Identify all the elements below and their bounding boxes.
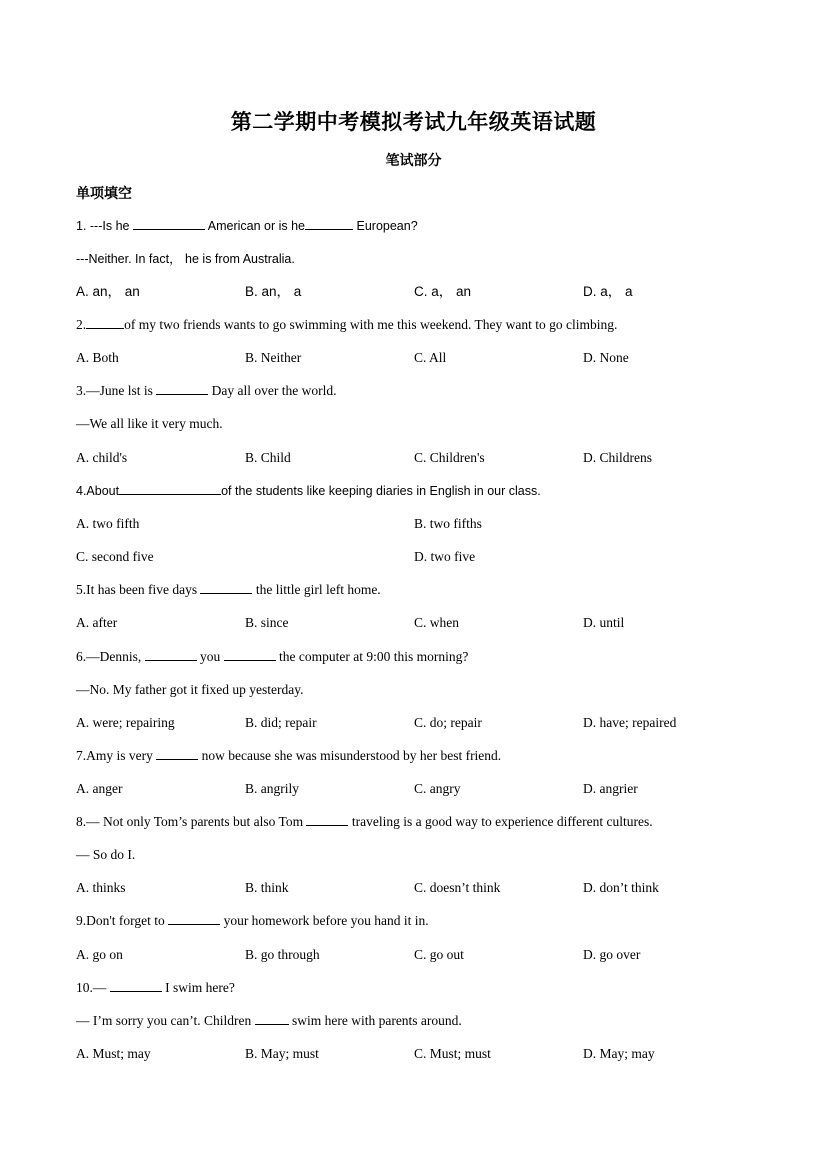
section-heading: 单项填空 bbox=[76, 186, 132, 202]
question-8-option-c[interactable]: C. doesn’t think bbox=[414, 880, 501, 895]
question-2-options bbox=[76, 349, 756, 367]
question-7-option-c[interactable]: C. angry bbox=[414, 781, 461, 796]
question-10-option-d[interactable]: D. May; may bbox=[583, 1046, 655, 1061]
question-9-option-b[interactable]: B. go through bbox=[245, 947, 320, 962]
question-5-option-c[interactable]: C. when bbox=[414, 615, 459, 630]
question-10-option-a[interactable]: A. Must; may bbox=[76, 1046, 151, 1061]
question-8-stem: 8.— Not only Tom’s parents but also Tom traveling is a good way to experience different cultures. bbox=[76, 814, 653, 829]
question-3-option-b[interactable]: B. Child bbox=[245, 450, 291, 465]
question-5-option-a[interactable]: A. after bbox=[76, 615, 118, 630]
question-2-stem: 2. of my two friends wants to go swimming with me this weekend. They want to go climbing. bbox=[76, 317, 618, 332]
question-5-options bbox=[76, 614, 756, 632]
question-2-option-c[interactable]: C. All bbox=[414, 350, 447, 365]
question-9-option-c[interactable]: C. go out bbox=[414, 947, 464, 962]
question-5-stem: 5.It has been five days the little girl left home. bbox=[76, 582, 381, 597]
question-7-option-a[interactable]: A. anger bbox=[76, 781, 123, 796]
question-1-option-d[interactable]: D. a， a bbox=[583, 284, 633, 299]
question-8-options bbox=[76, 879, 756, 897]
question-5-option-b[interactable]: B. since bbox=[245, 615, 289, 630]
question-8-option-a[interactable]: A. thinks bbox=[76, 880, 126, 895]
question-9-options bbox=[76, 946, 756, 964]
question-10-reply: — I’m sorry you can’t. Children swim here with parents around. bbox=[76, 1013, 462, 1028]
question-1-option-c[interactable]: C. a， an bbox=[414, 284, 472, 299]
question-7-option-d[interactable]: D. angrier bbox=[583, 781, 638, 796]
question-2-option-d[interactable]: D. None bbox=[583, 350, 629, 365]
question-8-option-b[interactable]: B. think bbox=[245, 880, 289, 895]
question-3-reply: —We all like it very much. bbox=[76, 416, 223, 431]
question-10-options bbox=[76, 1045, 756, 1063]
question-5-option-d[interactable]: D. until bbox=[583, 615, 625, 630]
question-4-options-row2 bbox=[76, 548, 756, 566]
question-10-stem: 10.— I swim here? bbox=[76, 980, 235, 995]
question-7-option-b[interactable]: B. angrily bbox=[245, 781, 299, 796]
question-4-option-a[interactable]: A. two fifth bbox=[76, 516, 140, 531]
question-7-stem: 7.Amy is very now because she was misunderstood by her best friend. bbox=[76, 748, 502, 763]
question-6-option-a[interactable]: A. were; repairing bbox=[76, 715, 175, 730]
question-3-options bbox=[76, 449, 756, 467]
question-1-stem: 1. ---Is he American or is he European? bbox=[76, 219, 418, 233]
question-9-option-d[interactable]: D. go over bbox=[583, 947, 641, 962]
question-1-option-b[interactable]: B. an， a bbox=[245, 284, 302, 299]
question-4-option-b[interactable]: B. two fifths bbox=[414, 516, 482, 531]
question-9-option-a[interactable]: A. go on bbox=[76, 947, 123, 962]
page-title: 第二学期中考模拟考试九年级英语试题 bbox=[230, 110, 597, 134]
question-8-option-d[interactable]: D. don’t think bbox=[583, 880, 659, 895]
question-2-option-b[interactable]: B. Neither bbox=[245, 350, 302, 365]
question-1-reply: ---Neither. In fact， he is from Australia. bbox=[76, 252, 295, 266]
question-4-option-d[interactable]: D. two five bbox=[414, 549, 476, 564]
question-2-option-a[interactable]: A. Both bbox=[76, 350, 119, 365]
question-6-options bbox=[76, 714, 756, 732]
question-6-option-b[interactable]: B. did; repair bbox=[245, 715, 317, 730]
question-1-options bbox=[76, 283, 756, 301]
question-10-option-c[interactable]: C. Must; must bbox=[414, 1046, 491, 1061]
question-3-option-c[interactable]: C. Children's bbox=[414, 450, 485, 465]
question-3-option-a[interactable]: A. child's bbox=[76, 450, 128, 465]
question-7-options bbox=[76, 780, 756, 798]
question-3-option-d[interactable]: D. Childrens bbox=[583, 450, 652, 465]
question-8-reply: — So do I. bbox=[76, 847, 136, 862]
question-9-stem: 9.Don't forget to your homework before you hand it in. bbox=[76, 913, 429, 928]
question-1-option-a[interactable]: A. an， an bbox=[76, 284, 140, 299]
question-4-stem: 4.About of the students like keeping diaries in English in our class. bbox=[76, 484, 541, 498]
question-4-options-row1 bbox=[76, 515, 756, 533]
question-6-option-c[interactable]: C. do; repair bbox=[414, 715, 482, 730]
question-6-option-d[interactable]: D. have; repaired bbox=[583, 715, 677, 730]
question-6-reply: —No. My father got it fixed up yesterday. bbox=[76, 682, 304, 697]
question-3-stem: 3.—June lst is Day all over the world. bbox=[76, 383, 337, 398]
question-4-option-c[interactable]: C. second five bbox=[76, 549, 154, 564]
question-10-option-b[interactable]: B. May; must bbox=[245, 1046, 319, 1061]
question-6-stem: 6.—Dennis, you the computer at 9:00 this morning? bbox=[76, 649, 469, 664]
page-subtitle: 笔试部分 bbox=[385, 153, 442, 169]
